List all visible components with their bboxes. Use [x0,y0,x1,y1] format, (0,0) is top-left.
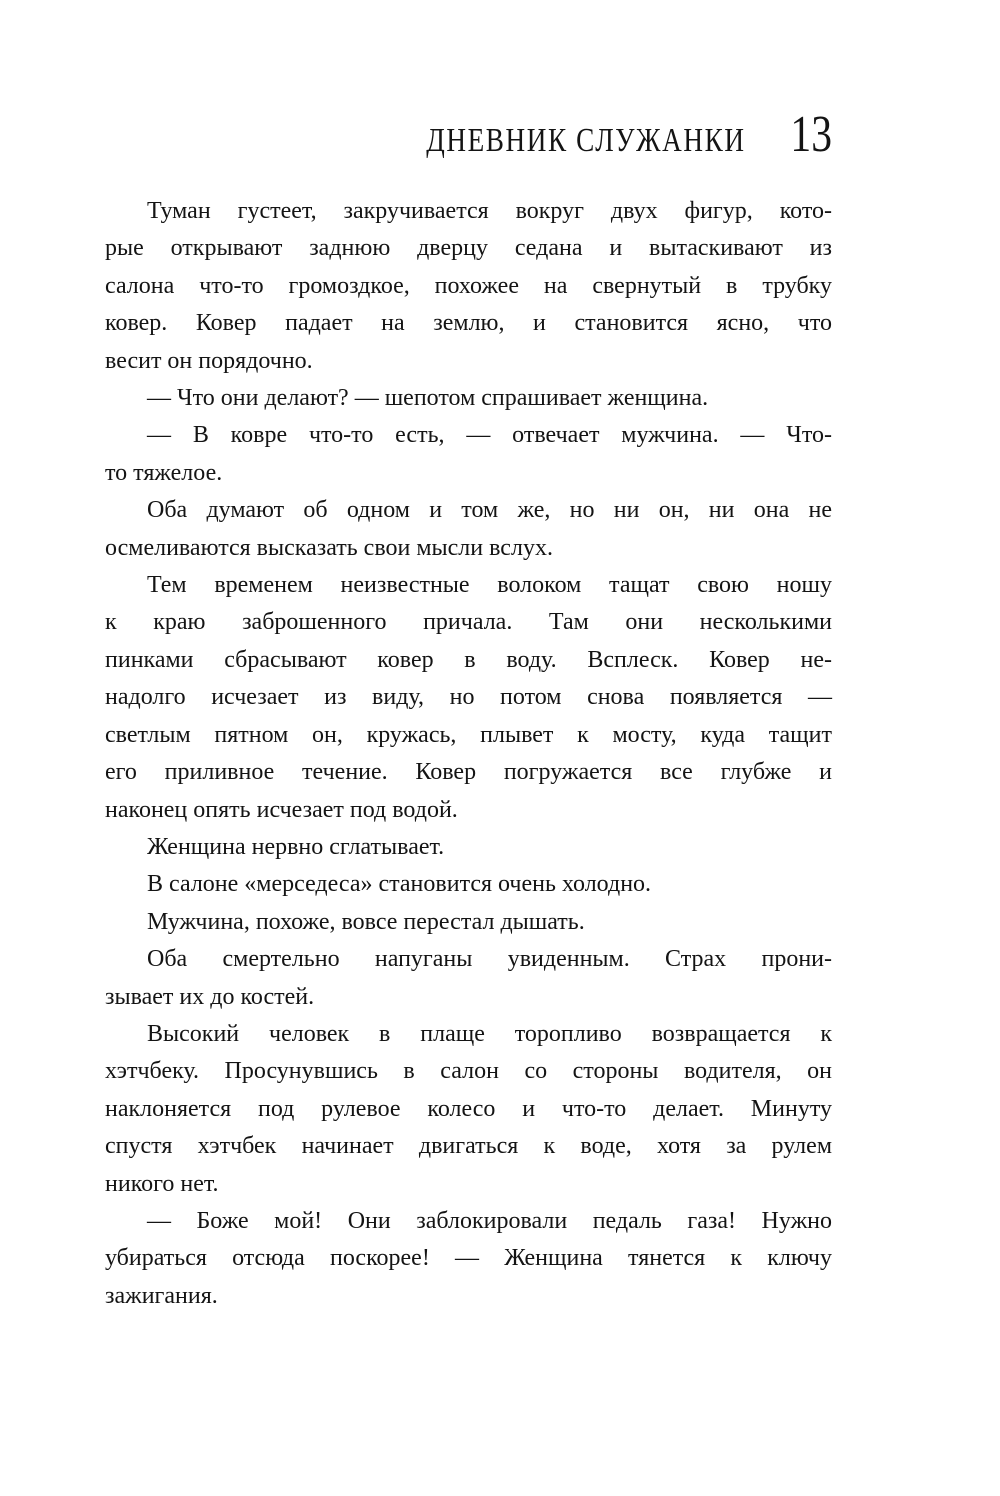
text-line: наклоняется под рулевое колесо и что-то делает. Минуту [105,1095,832,1122]
text-line: Оба думают об одном и том же, но ни он, ни она не [147,497,832,524]
text-line: светлым пятном он, кружась, плывет к мосту, куда тащит [105,721,832,748]
paragraph [105,380,832,417]
text-line: салона что-то громоздкое, похожее на свернутый в трубку [105,272,832,299]
text-line: наконец опять исчезает под водой. [105,796,458,823]
running-title: ДНЕВНИК СЛУЖАНКИ [426,122,746,159]
text-line: его приливное течение. Ковер погружается все глубже и [105,759,832,786]
text-line: хэтчбеку. Просунувшись в салон со стороны водителя, он [105,1058,832,1085]
paragraph [105,904,832,941]
text-line: Туман густеет, закручивается вокруг двух фигур, кото- [147,198,832,224]
paragraph [105,492,832,567]
text-line: пинками сбрасывают ковер в воду. Всплеск. Ковер не- [105,646,832,673]
text-line: спустя хэтчбек начинает двигаться к воде, хотя за рулем [105,1133,832,1160]
text-line: зажигания. [105,1282,218,1309]
text-line: рые открывают заднюю дверцу седана и вытаскивают из [105,235,832,262]
text-line: Тем временем неизвестные волоком тащат свою ношу [147,572,832,599]
page-number: 13 [790,106,832,163]
paragraph [105,866,832,903]
content-column [105,0,832,1315]
text-line: надолго исчезает из виду, но потом снова появляется — [105,684,832,711]
text-line: ковер. Ковер падает на землю, и становится ясно, что [105,310,832,337]
text-line: Высокий человек в плаще торопливо возвращается к [147,1020,832,1047]
text-line: — Что они делают? — шепотом спрашивает женщина. [147,385,709,412]
text-line: никого нет. [105,1170,219,1197]
paragraph [105,567,832,829]
running-head [250,106,832,163]
text-line: зывает их до костей. [105,983,315,1010]
text-line: В салоне «мерседеса» становится очень холодно. [147,871,652,898]
text-line: убираться отсюда поскорее! — Женщина тянется к ключу [105,1245,832,1272]
text-line: осмеливаются высказать свои мысли вслух. [105,534,553,561]
paragraph [105,417,832,492]
page-body [105,193,832,1315]
paragraph [105,1016,832,1203]
paragraph [105,193,832,380]
text-line: — В ковре что-то есть, — отвечает мужчина. — Что- [147,422,832,449]
paragraph [105,1203,832,1315]
paragraph [105,941,832,1016]
text-line: то тяжелое. [105,459,223,486]
text-line: — Боже мой! Они заблокировали педаль газа! Нужно [147,1207,832,1234]
text-line: весит он порядочно. [105,347,313,374]
text-line: Мужчина, похоже, вовсе перестал дышать. [147,908,585,935]
text-line: Оба смертельно напуганы увиденным. Страх прони- [147,946,832,973]
text-line: к краю заброшенного причала. Там они несколькими [105,609,832,636]
text-line: Женщина нервно сглатывает. [147,833,445,860]
paragraph [105,829,832,866]
